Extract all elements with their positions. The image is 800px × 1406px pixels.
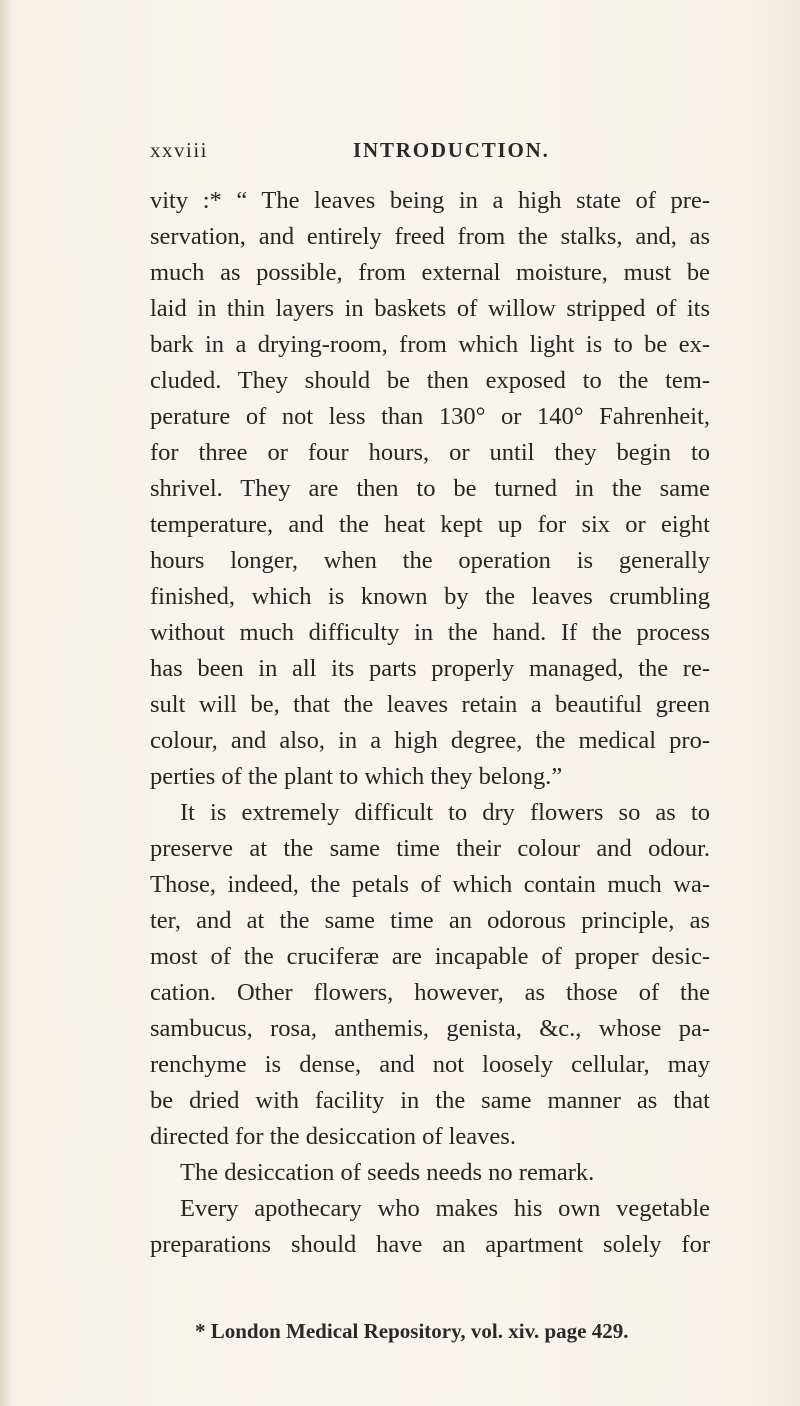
text-line: servation, and entirely freed from the stalks, and, as <box>150 223 710 250</box>
text-line: perature of not less than 130° or 140° Fahrenheit, <box>150 403 710 430</box>
running-header <box>150 138 710 168</box>
text-line: much as possible, from external moisture, must be <box>150 259 710 286</box>
text-line: renchyme is dense, and not loosely cellular, may <box>150 1051 710 1078</box>
text-line: cation. Other flowers, however, as those of the <box>150 979 710 1006</box>
body-text <box>150 183 710 1263</box>
text-line: preserve at the same time their colour and odour. <box>150 835 710 862</box>
text-line: temperature, and the heat kept up for six or eight <box>150 511 710 538</box>
text-line: laid in thin layers in baskets of willow stripped of its <box>150 295 710 322</box>
text-line: has been in all its parts properly managed, the re- <box>150 655 710 682</box>
page-number: xxviii <box>150 138 209 162</box>
text-line: cluded. They should be then exposed to the tem- <box>150 367 710 394</box>
paragraph-first-line: It is extremely difficult to dry flowers so as to <box>180 799 710 826</box>
text-line: vity :* “ The leaves being in a high state of pre- <box>150 187 710 214</box>
text-line: directed for the desiccation of leaves. <box>150 1123 516 1150</box>
text-line: shrivel. They are then to be turned in the same <box>150 475 710 502</box>
text-line: most of the cruciferæ are incapable of proper desic- <box>150 943 710 970</box>
text-line: bark in a drying-room, from which light is to be ex- <box>150 331 710 358</box>
running-title: INTRODUCTION. <box>353 138 550 162</box>
text-line: sult will be, that the leaves retain a beautiful green <box>150 691 710 718</box>
text-line: ter, and at the same time an odorous principle, as <box>150 907 710 934</box>
text-line: Those, indeed, the petals of which contain much wa- <box>150 871 710 898</box>
text-line: hours longer, when the operation is generally <box>150 547 710 574</box>
text-line: perties of the plant to which they belong.” <box>150 763 563 790</box>
text-line: colour, and also, in a high degree, the medical pro- <box>150 727 710 754</box>
paragraph-first-line: The desiccation of seeds needs no remark. <box>180 1159 595 1186</box>
text-line: for three or four hours, or until they begin to <box>150 439 710 466</box>
text-line: be dried with facility in the same manner as that <box>150 1087 710 1114</box>
paragraph-first-line: Every apothecary who makes his own vegetable <box>180 1195 710 1222</box>
text-line: without much difficulty in the hand. If the process <box>150 619 710 646</box>
text-line: finished, which is known by the leaves crumbling <box>150 583 710 610</box>
page-gutter-shadow <box>0 0 12 1406</box>
footnote: * London Medical Repository, vol. xiv. page 429. <box>195 1319 629 1343</box>
text-line: sambucus, rosa, anthemis, genista, &c., whose pa- <box>150 1015 710 1042</box>
text-line: preparations should have an apartment solely for <box>150 1231 710 1258</box>
